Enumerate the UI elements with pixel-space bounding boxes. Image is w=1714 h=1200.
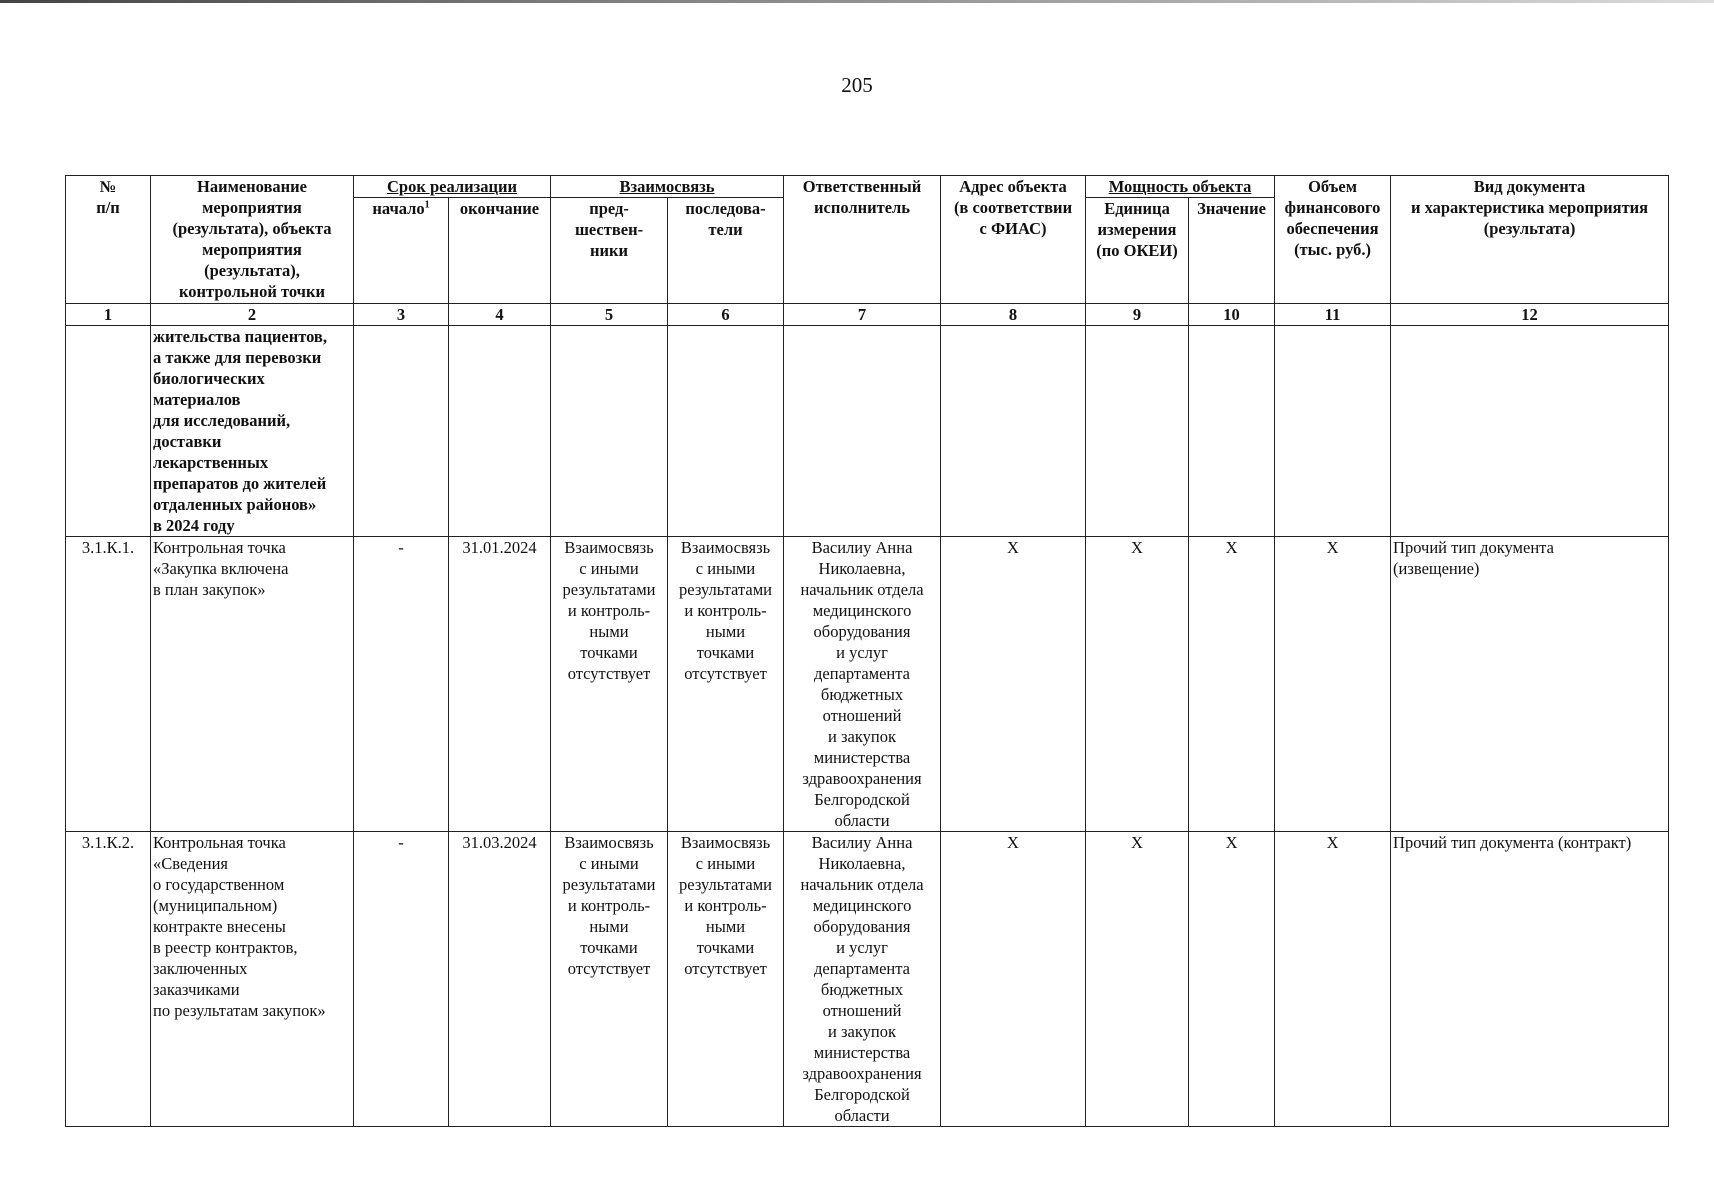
header-value: Значение (1189, 198, 1275, 304)
row-predecessors: Взаимосвязь с иными результатами и контроль- ными точками отсутствует (551, 832, 668, 1127)
header-responsible: Ответственный исполнитель (784, 176, 941, 304)
row-end: 31.03.2024 (449, 832, 551, 1127)
column-number: 3 (354, 304, 449, 326)
header-successors: последова- тели (668, 198, 784, 304)
row-successors: Взаимосвязь с иными результатами и контроль- ными точками отсутствует (668, 832, 784, 1127)
column-number: 10 (1189, 304, 1275, 326)
header-power: Мощность объекта (1086, 176, 1275, 198)
row-responsible: Василиу Анна Николаевна, начальник отдела медицинского оборудования и услуг департамента бюджетных отношений и закупок министерства здравоохранения Белгородской области (784, 537, 941, 832)
row-name: Контрольная точка «Сведения о государственном (муниципальном) контракте внесены в реестр контрактов, заключенных заказчиками по результатам закупок» (151, 832, 354, 1127)
header-financing: Объем финансового обеспечения (тыс. руб.) (1275, 176, 1391, 304)
continuation-name: жительства пациентов, а также для перевозки биологических материалов для исследований, доставки лекарственных препаратов до жителей отдаленных районов» в 2024 году (151, 326, 354, 537)
column-number: 9 (1086, 304, 1189, 326)
row-value: X (1189, 832, 1275, 1127)
column-number: 7 (784, 304, 941, 326)
column-number: 4 (449, 304, 551, 326)
row-name: Контрольная точка «Закупка включена в план закупок» (151, 537, 354, 832)
header-name: Наименование мероприятия (результата), объекта мероприятия (результата), контрольной точки (151, 176, 354, 304)
row-address: X (941, 832, 1086, 1127)
row-successors: Взаимосвязь с иными результатами и контроль- ными точками отсутствует (668, 537, 784, 832)
row-unit: X (1086, 832, 1189, 1127)
plan-table (65, 175, 1669, 1127)
header-start-label: начало (372, 199, 425, 218)
footnote-mark: 1 (424, 199, 430, 211)
header-address: Адрес объекта (в соответствии с ФИАС) (941, 176, 1086, 304)
cell-empty (1189, 326, 1275, 537)
column-number: 1 (66, 304, 151, 326)
row-financing: X (1275, 537, 1391, 832)
column-number: 5 (551, 304, 668, 326)
cell-empty (1275, 326, 1391, 537)
header-unit: Единица измерения (по ОКЕИ) (1086, 198, 1189, 304)
column-number: 12 (1391, 304, 1669, 326)
row-document: Прочий тип документа (извещение) (1391, 537, 1669, 832)
header-document: Вид документа и характеристика мероприятия (результата) (1391, 176, 1669, 304)
row-start: - (354, 537, 449, 832)
scan-edge (0, 0, 1714, 3)
row-financing: X (1275, 832, 1391, 1127)
cell-empty (354, 326, 449, 537)
cell-empty (1391, 326, 1669, 537)
row-start: - (354, 832, 449, 1127)
row-responsible: Василиу Анна Николаевна, начальник отдела медицинского оборудования и услуг департамента бюджетных отношений и закупок министерства здравоохранения Белгородской области (784, 832, 941, 1127)
cell-empty (668, 326, 784, 537)
header-row-1 (66, 176, 1669, 198)
row-value: X (1189, 537, 1275, 832)
cell-empty (1086, 326, 1189, 537)
cell-empty (784, 326, 941, 537)
continuation-row (66, 326, 1669, 537)
column-number: 6 (668, 304, 784, 326)
cell-empty (941, 326, 1086, 537)
row-predecessors: Взаимосвязь с иными результатами и контроль- ными точками отсутствует (551, 537, 668, 832)
page-number: 205 (841, 73, 873, 97)
row-address: X (941, 537, 1086, 832)
row-unit: X (1086, 537, 1189, 832)
table-row (66, 537, 1669, 832)
header-term: Срок реализации (354, 176, 551, 198)
row-end: 31.01.2024 (449, 537, 551, 832)
row-document: Прочий тип документа (контракт) (1391, 832, 1669, 1127)
header-predecessors: пред- шествен- ники (551, 198, 668, 304)
table-row (66, 832, 1669, 1127)
cell-empty (551, 326, 668, 537)
column-number-row (66, 304, 1669, 326)
column-number: 8 (941, 304, 1086, 326)
header-start (354, 198, 449, 304)
column-number: 11 (1275, 304, 1391, 326)
column-number: 2 (151, 304, 354, 326)
header-link: Взаимосвязь (551, 176, 784, 198)
header-end: окончание (449, 198, 551, 304)
header-num: № п/п (66, 176, 151, 304)
row-num: 3.1.К.2. (66, 832, 151, 1127)
row-num: 3.1.К.1. (66, 537, 151, 832)
cell-empty (449, 326, 551, 537)
cell-empty (66, 326, 151, 537)
